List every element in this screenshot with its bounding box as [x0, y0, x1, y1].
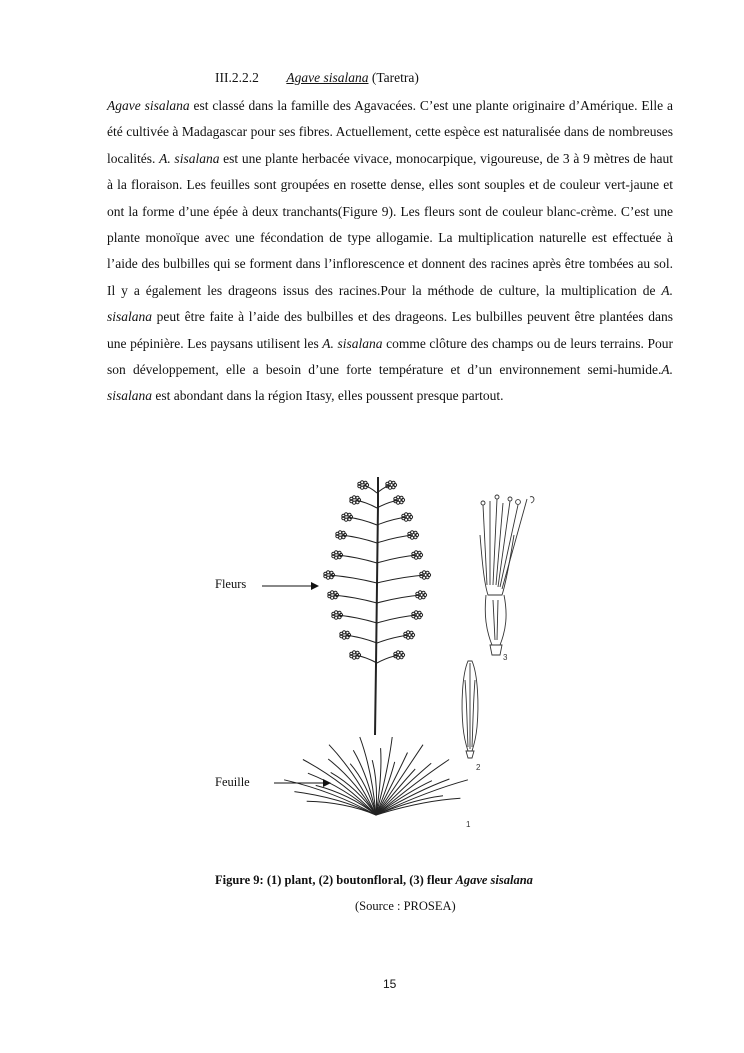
section-number: III.2.2.2 [215, 70, 259, 85]
label-num-1: 1 [466, 820, 471, 829]
flower-bud-mark [335, 551, 338, 554]
flower-bud-mark [348, 518, 351, 521]
flower-bud-mark [356, 496, 359, 499]
flower-bud-mark [348, 513, 351, 516]
branch-line [377, 500, 399, 508]
flower-bud-mark [338, 616, 341, 619]
agave-illustration [200, 465, 600, 845]
figure-source: (Source : PROSEA) [355, 899, 456, 913]
flower-bud-mark [331, 591, 334, 594]
flower-bud-mark [356, 656, 359, 659]
flower-drawing [480, 495, 534, 655]
branch-line [377, 575, 425, 583]
branch-line [337, 615, 377, 623]
branch-line [377, 615, 417, 623]
flower-bud-mark [389, 481, 392, 484]
flower-bud-mark [407, 631, 410, 634]
flower-bud-drawing [462, 661, 478, 758]
flower-bud-mark [392, 486, 395, 489]
caption-prefix: Figure 9: (1) plant, (2) boutonfloral, (3) fleur [215, 873, 456, 887]
paragraph-text: peut être faite à l’aide des bulbilles et des drageons. Les bulbilles peuvent être plantées dans une pépinière. Les paysans utilisent les [107, 309, 673, 351]
species-name: A. sisalana [107, 362, 673, 404]
flower-bud-mark [410, 631, 413, 634]
flower-bud-mark [410, 636, 413, 639]
flower-bud-mark [361, 481, 364, 484]
flower-bud-mark [411, 531, 414, 534]
flower-bud-mark [423, 571, 426, 574]
flower-bud-mark [400, 651, 403, 654]
flower-bud-mark [418, 616, 421, 619]
label-arrows [262, 586, 330, 783]
flower-bud-mark [418, 556, 421, 559]
flower-bud-mark [353, 651, 356, 654]
page-number: 15 [383, 977, 397, 991]
flower-bud-mark [419, 591, 422, 594]
flower-bud-mark [364, 486, 367, 489]
label-num-2: 2 [476, 763, 481, 772]
paragraph-text: est abondant dans la région Itasy, elles poussent presque partout. [152, 388, 504, 404]
paragraph-text: comme clôture des champs ou de leurs terrains. Pour son développement, elle a besoin d’une forte température et d’un environnement semi-humide. [107, 335, 674, 378]
label-num-3: 3 [503, 653, 508, 662]
flower-bud-mark [418, 551, 421, 554]
species-name: A. sisalana [107, 282, 673, 325]
flower-bud-mark [414, 531, 417, 534]
section-title-local: (Taretra) [371, 70, 419, 85]
flower-bud-mark [346, 636, 349, 639]
branch-line [337, 555, 377, 563]
flower-bud-mark [408, 513, 411, 516]
branch-line [377, 555, 417, 563]
flower-bud-mark [405, 513, 408, 516]
flower-bud-mark [364, 481, 367, 484]
flower-bud-mark [397, 496, 400, 499]
section-title-species: Agave sisalana [286, 70, 369, 85]
flower-bud-mark [338, 551, 341, 554]
flower-bud-mark [392, 481, 395, 484]
flower-bud-mark [408, 518, 411, 521]
flower-bud-mark [426, 571, 429, 574]
branch-line [377, 595, 421, 603]
flower-bud-mark [339, 531, 342, 534]
species-name: A. sisalana [322, 335, 383, 351]
flower-bud-mark [338, 556, 341, 559]
plant-drawing [284, 477, 468, 815]
flower-bud-mark [418, 611, 421, 614]
flower-bud-mark [415, 551, 418, 554]
flower-bud-mark [334, 596, 337, 599]
flower-bud-mark [338, 611, 341, 614]
flower-bud-mark [353, 496, 356, 499]
flower-bud-mark [356, 651, 359, 654]
branch-line [329, 575, 377, 583]
flower-bud-mark [334, 591, 337, 594]
species-name: Agave sisalana [107, 98, 190, 113]
body-paragraph [107, 93, 673, 410]
flower-bud-mark [422, 596, 425, 599]
flower-bud-mark [346, 631, 349, 634]
flower-bud-mark [426, 576, 429, 579]
flower-bud-mark [343, 631, 346, 634]
flower-bud-mark [330, 571, 333, 574]
flower-bud-mark [414, 536, 417, 539]
flower-bud-mark [422, 591, 425, 594]
label-leaf: Feuille [215, 775, 250, 789]
leaf-line [307, 801, 376, 815]
flower-bud-mark [400, 496, 403, 499]
flower-bud-mark [335, 611, 338, 614]
flower-bud-mark [397, 651, 400, 654]
branch-line [333, 595, 377, 603]
flower-bud-mark [342, 536, 345, 539]
flower-bud-mark [415, 611, 418, 614]
flower-bud-mark [345, 513, 348, 516]
flower-bud-mark [400, 501, 403, 504]
branch-line [377, 655, 399, 663]
flower-bud-mark [400, 656, 403, 659]
caption-species: Agave sisalana [455, 873, 533, 887]
paragraph-text: est classé dans la famille des Agavacées. C’est une plante originaire d’Amérique. Elle a été cultivée à Madagascar pour ses fibres. Actuellement, cette espèce est naturalisée dans de nombreuses localités. [107, 98, 673, 166]
figure-caption [215, 873, 533, 888]
section-heading [215, 70, 419, 86]
label-flowers: Fleurs [215, 577, 247, 591]
paragraph-text: est une plante herbacée vivace, monocarpique, vigoureuse, de 3 à 9 mètres de haut à la floraison. Les feuilles sont groupées en rosette dense, elles sont souples et de couleur vert-jaune et ont la forme d’une épée à deux tranchants(Figure 9). Les fleurs sont de couleur blanc-crème. C’est une plante monoïque avec une fécondation de type allogamie. La multiplication naturelle est effectuée à l’aide des bulbilles qui se forment dans l’inflorescence et donnent des racines après être tombées au sol. Il y a également les drageons issus des racines.Pour la méthode de culture, la multiplication de [107, 150, 673, 298]
flower-bud-mark [342, 531, 345, 534]
flower-bud-mark [356, 501, 359, 504]
flower-bud-mark [327, 571, 330, 574]
branch-line [377, 517, 407, 525]
figure-9 [200, 465, 600, 845]
species-name: A. sisalana [159, 150, 220, 166]
flower-bud-mark [330, 576, 333, 579]
